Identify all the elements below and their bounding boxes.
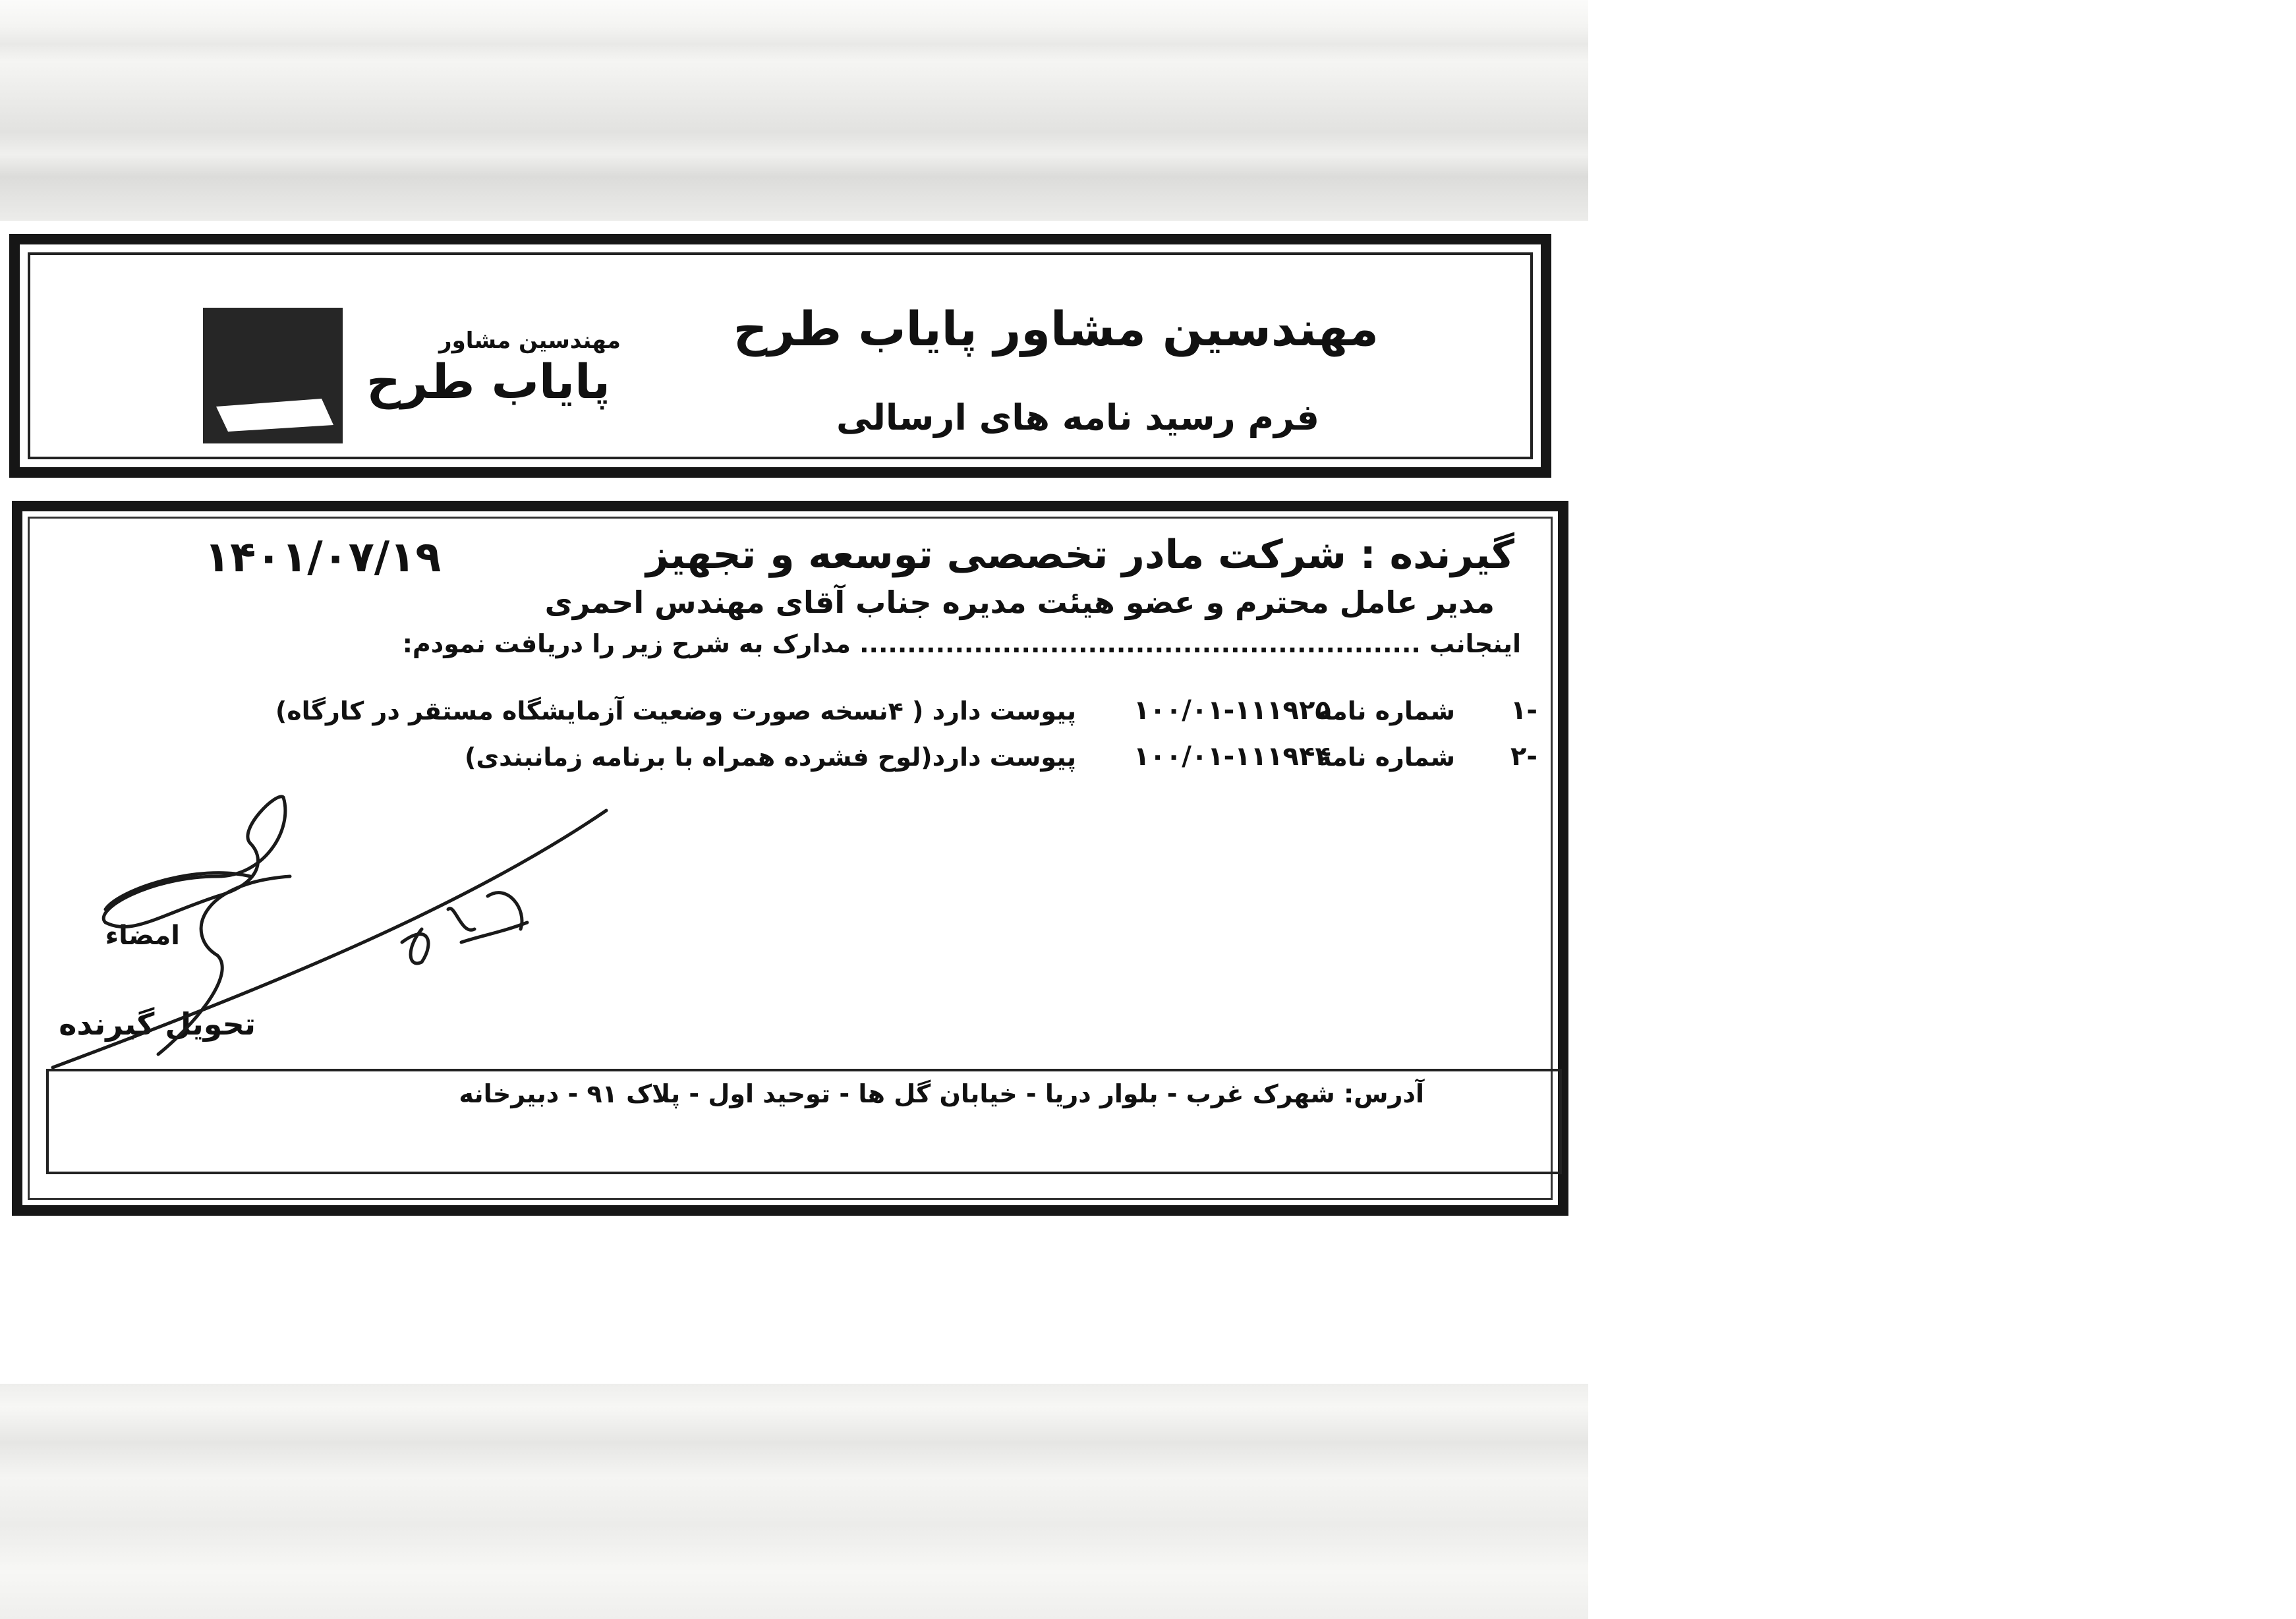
letterhead-inner-frame xyxy=(28,252,1533,459)
receipt-inner-frame xyxy=(28,517,1553,1200)
letterhead-box xyxy=(9,234,1551,478)
logo-caption-big: پایاب طرح xyxy=(366,354,611,409)
company-name: مهندسین مشاور پایاب طرح xyxy=(733,301,1379,356)
item-label: شماره نامه xyxy=(1317,696,1455,725)
item-label: شماره نامه xyxy=(1317,743,1455,772)
item-letter-number: ۱۰۰/۰۱-۱۱۱۹۲۵ xyxy=(1134,695,1331,725)
receipt-date: ۱۴۰۱/۰۷/۱۹ xyxy=(204,533,442,582)
scanner-margin-bottom xyxy=(0,1384,1588,1619)
company-logo-icon xyxy=(203,308,343,443)
item-attachment: پیوست دارد(لوح فشرده همراه با برنامه زمانبندی) xyxy=(464,743,1076,772)
item-attachment: پیوست دارد ( ۴نسخه صورت وضعیت آزمایشگاه مستقر در کارگاه) xyxy=(275,696,1076,725)
item-number: -۱ xyxy=(1510,695,1537,725)
address-box xyxy=(46,1069,1562,1174)
logo-caption-small: مهندسین مشاور xyxy=(439,327,621,354)
address-line: آدرس: شهرک غرب - بلوار دریا - خیابان گل ها - توحید اول - پلاک ۹۱ - دبیرخانه xyxy=(459,1079,1424,1108)
form-title: فرم رسید نامه های ارسالی xyxy=(836,397,1319,438)
addressee-line: مدیر عامل محترم و عضو هیئت مدیره جناب آقای مهندس احمری xyxy=(544,584,1495,620)
received-statement: اینجانب ........................................................... مدارک به شرح زیر را دریافت نمودم: xyxy=(402,629,1521,658)
item-number: -۲ xyxy=(1510,741,1537,772)
receipt-box xyxy=(12,501,1568,1216)
recipient-line: گیرنده : شرکت مادر تخصصی توسعه و تجهیز xyxy=(646,532,1514,578)
receiver-label: تحویل گیرنده xyxy=(59,1006,256,1042)
item-letter-number: ۱۰۰/۰۱-۱۱۱۹۴۴ xyxy=(1134,741,1331,772)
signature-label: امضاء xyxy=(105,921,180,951)
scanner-margin-top xyxy=(0,0,1588,221)
